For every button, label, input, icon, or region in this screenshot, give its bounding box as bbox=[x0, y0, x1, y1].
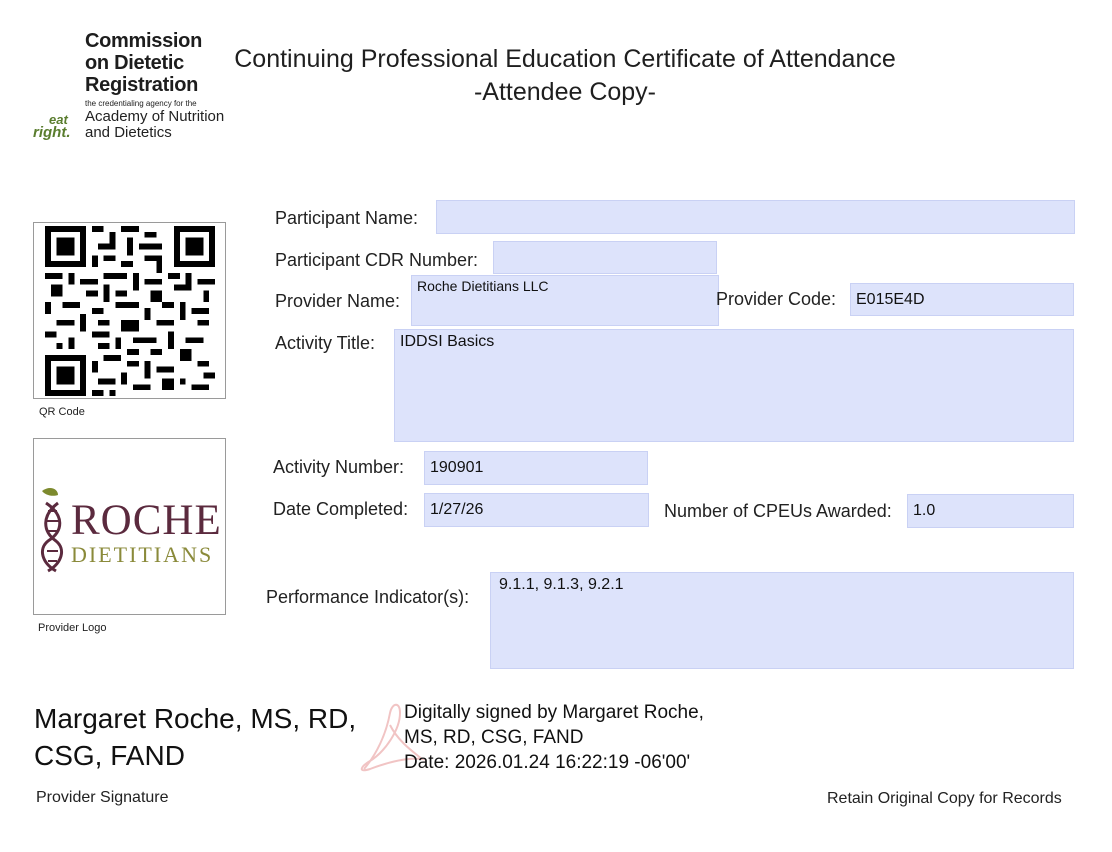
provider-name-field[interactable]: Roche Dietitians LLC bbox=[411, 275, 719, 326]
page-title bbox=[215, 43, 915, 109]
date-completed-label: Date Completed: bbox=[273, 499, 409, 519]
provider-logo-box bbox=[33, 438, 226, 615]
participant-name-field[interactable] bbox=[436, 200, 1075, 234]
performance-indicators-label: Performance Indicator(s): bbox=[266, 587, 470, 607]
org-name-line-2: on Dietetic bbox=[85, 52, 184, 74]
provider-logo-subname: DIETITIANS bbox=[71, 542, 214, 567]
title-line-1: Continuing Professional Education Certificate of Attendance bbox=[234, 45, 896, 73]
activity-title-field[interactable]: IDDSI Basics bbox=[394, 329, 1074, 442]
cpeus-label: Number of CPEUs Awarded: bbox=[664, 501, 892, 521]
academy-line-2: and Dietetics bbox=[85, 124, 172, 141]
academy-line-1: Academy of Nutrition bbox=[85, 108, 225, 125]
qr-code-caption: QR Code bbox=[39, 406, 85, 418]
activity-number-label: Activity Number: bbox=[273, 457, 405, 477]
activity-title-label: Activity Title: bbox=[275, 333, 376, 353]
participant-name-label: Participant Name: bbox=[275, 208, 419, 228]
eatright-bottom: right. bbox=[33, 124, 71, 141]
org-name-line-3: Registration bbox=[85, 74, 199, 96]
provider-code-field[interactable]: E015E4D bbox=[850, 283, 1074, 316]
org-name-line-1: Commission bbox=[85, 30, 203, 52]
participant-cdr-field[interactable] bbox=[493, 241, 717, 274]
eatright-top: eat bbox=[49, 112, 68, 127]
dna-leaf-icon bbox=[36, 483, 76, 573]
qr-code-box bbox=[33, 222, 226, 399]
provider-name-label: Provider Name: bbox=[275, 291, 401, 311]
signature-name-line-1: Margaret Roche, MS, RD, bbox=[34, 703, 357, 734]
provider-code-label: Provider Code: bbox=[716, 289, 837, 309]
cpeus-field[interactable]: 1.0 bbox=[907, 494, 1074, 528]
provider-logo-caption: Provider Logo bbox=[38, 622, 107, 634]
retain-copy-note: Retain Original Copy for Records bbox=[827, 790, 1062, 807]
provider-signature-name bbox=[34, 700, 356, 774]
eatright-logo bbox=[33, 113, 83, 139]
performance-indicators-field[interactable]: 9.1.1, 9.1.3, 9.2.1 bbox=[490, 572, 1074, 669]
provider-logo-name: ROCHE bbox=[71, 497, 222, 544]
activity-number-field[interactable]: 190901 bbox=[424, 451, 648, 485]
digital-signature-text: Digitally signed by Margaret Roche, MS, RD, CSG, FAND Date: 2026.01.24 16:22:19 -06'00' bbox=[404, 702, 704, 773]
date-completed-field[interactable]: 1/27/26 bbox=[424, 493, 649, 527]
participant-cdr-label: Participant CDR Number: bbox=[275, 250, 479, 270]
signature-name-line-2: CSG, FAND bbox=[34, 740, 185, 771]
qr-code-icon bbox=[40, 226, 220, 396]
provider-signature-caption: Provider Signature bbox=[36, 789, 169, 806]
title-line-2: -Attendee Copy- bbox=[473, 78, 657, 106]
org-tagline: the credentialing agency for the bbox=[85, 99, 197, 108]
